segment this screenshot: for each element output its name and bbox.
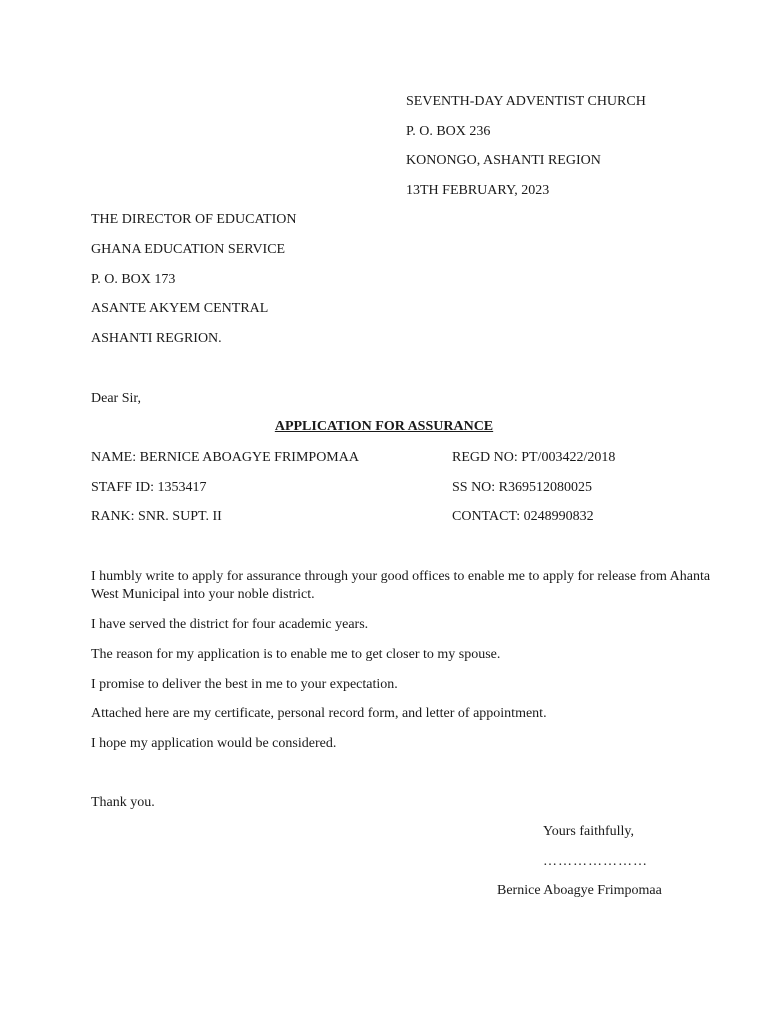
- body-paragraph-5: Attached here are my certificate, personal record form, and letter of appointment.: [91, 706, 547, 721]
- subject-heading: APPLICATION FOR ASSURANCE: [274, 419, 494, 434]
- sender-org: SEVENTH-DAY ADVENTIST CHURCH: [406, 94, 646, 109]
- detail-contact: CONTACT: 0248990832: [452, 509, 594, 524]
- recipient-box: P. O. BOX 173: [91, 272, 176, 287]
- salutation: Dear Sir,: [91, 391, 141, 406]
- body-paragraph-3: The reason for my application is to enable me to get closer to my spouse.: [91, 647, 501, 662]
- recipient-district: ASANTE AKYEM CENTRAL: [91, 301, 269, 316]
- detail-regd: REGD NO: PT/003422/2018: [452, 450, 616, 465]
- signatory-name: Bernice Aboagye Frimpomaa: [497, 883, 662, 898]
- sender-town: KONONGO, ASHANTI REGION: [406, 153, 601, 168]
- body-paragraph-6: I hope my application would be considered.: [91, 736, 337, 751]
- detail-rank: RANK: SNR. SUPT. II: [91, 509, 222, 524]
- recipient-title: THE DIRECTOR OF EDUCATION: [91, 212, 297, 227]
- body-paragraph-2: I have served the district for four academic years.: [91, 617, 369, 632]
- detail-staff-id: STAFF ID: 1353417: [91, 480, 207, 495]
- detail-ss-no: SS NO: R369512080025: [452, 480, 593, 495]
- detail-name: NAME: BERNICE ABOAGYE FRIMPOMAA: [91, 450, 359, 465]
- signature-line: …………………: [543, 854, 648, 869]
- valediction: Yours faithfully,: [543, 824, 635, 839]
- sender-box: P. O. BOX 236: [406, 124, 491, 139]
- letter-date: 13TH FEBRUARY, 2023: [406, 183, 550, 198]
- thank-you: Thank you.: [91, 795, 155, 810]
- body-paragraph-4: I promise to deliver the best in me to your expectation.: [91, 677, 398, 692]
- recipient-region: ASHANTI REGRION.: [91, 331, 222, 346]
- body-paragraph-1: I humbly write to apply for assurance through your good offices to enable me to apply for release from Ahanta West Municipal into your noble district.: [91, 569, 711, 602]
- recipient-org: GHANA EDUCATION SERVICE: [91, 242, 286, 257]
